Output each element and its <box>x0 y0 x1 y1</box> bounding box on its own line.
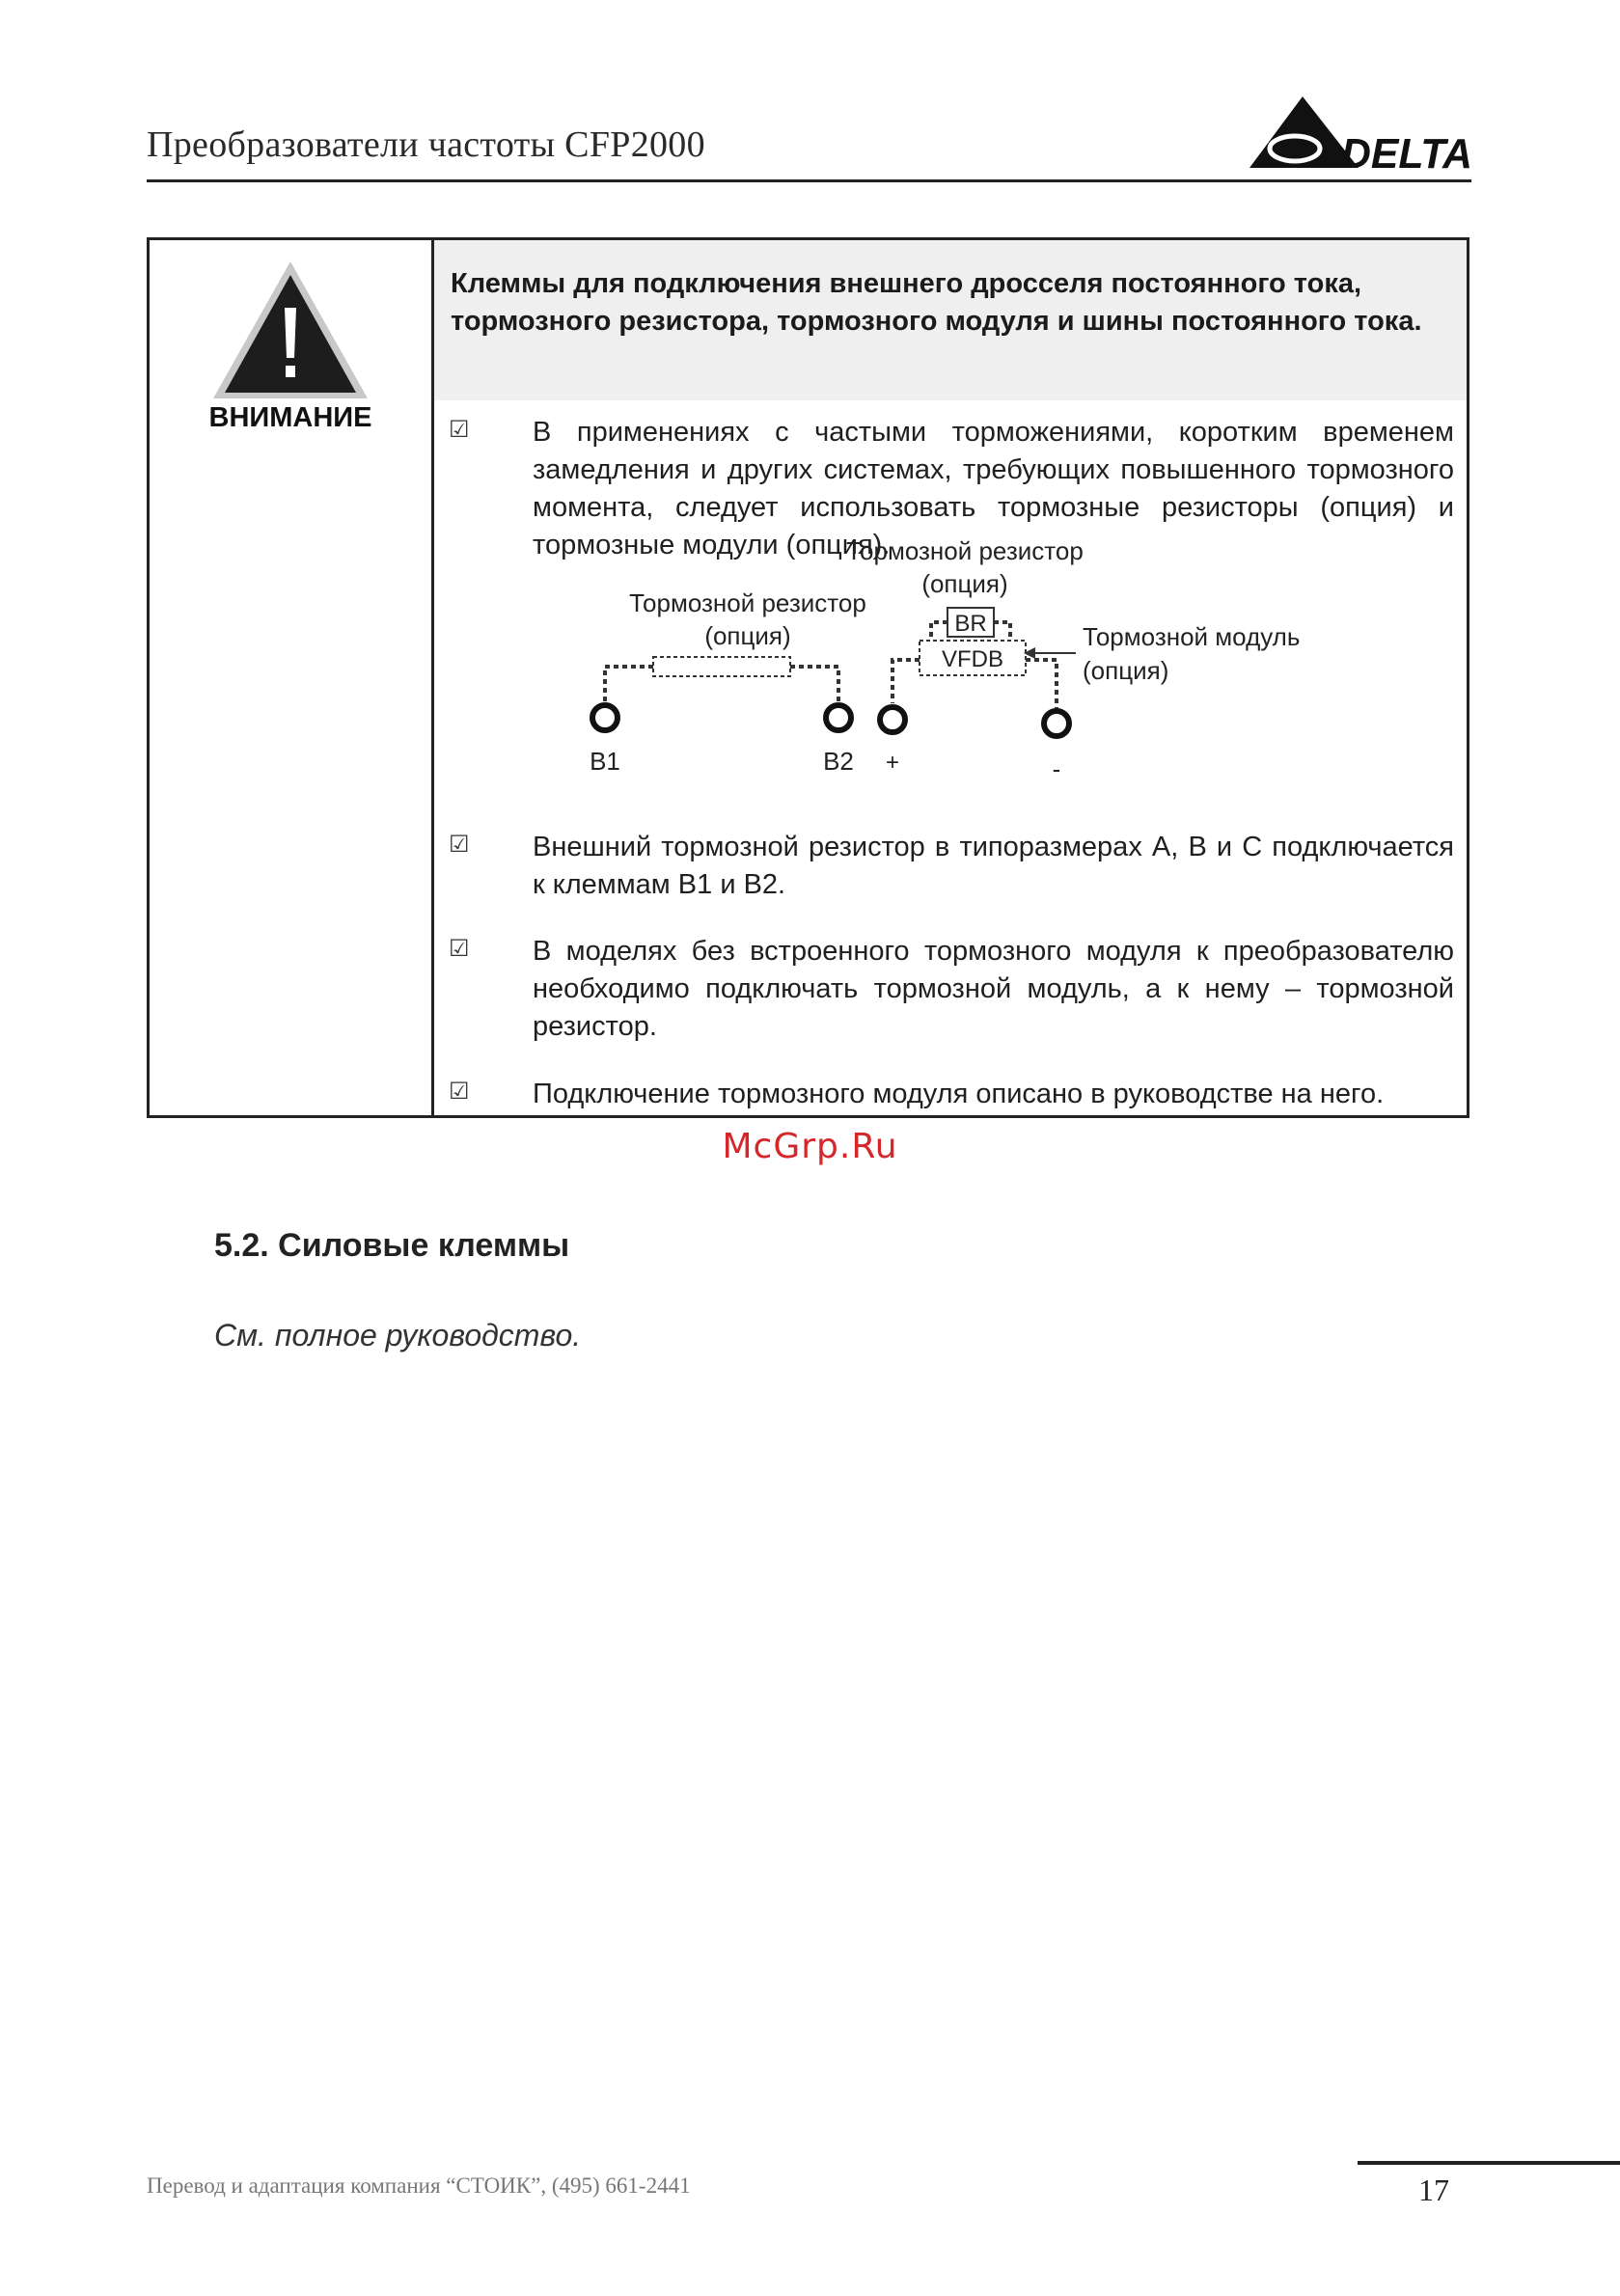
br-label: BR <box>954 611 987 637</box>
braking-wiring-diagram <box>574 536 1301 795</box>
document-title: Преобразователи частоты CFP2000 <box>147 124 705 165</box>
resistor-label-top: Тормозной резистор <box>846 536 1084 565</box>
warning-table <box>147 237 1469 1118</box>
terminal-b2-label: B2 <box>823 747 854 776</box>
terminal-plus-label: + <box>885 750 900 776</box>
terminal-b1 <box>592 705 618 730</box>
section-heading: 5.2. Силовые клеммы <box>214 1227 570 1264</box>
wire-br-right <box>994 622 1010 641</box>
wire-b1 <box>605 667 653 703</box>
terminal-plus <box>880 707 905 732</box>
footer-credit: Перевод и адаптация компания “СТОИК”, (495) 661-2441 <box>147 2173 691 2198</box>
resistor-label-left-option: (опция) <box>704 621 791 650</box>
warning-item-text: Внешний тормозной резистор в типоразмерах A, B и C подключается к клеммам B1 и B2. <box>533 832 1454 900</box>
checkbox-icon: ☑ <box>449 935 470 962</box>
footer-divider <box>1358 2161 1620 2165</box>
warning-heading: Клеммы для подключения внешнего дросселя постоянного тока, тормозного резистора, тормозного модуля и шины постоянного тока. <box>451 268 1422 337</box>
header-divider <box>147 179 1471 182</box>
section-body: См. полное руководство. <box>214 1318 582 1353</box>
terminal-b2 <box>826 705 851 730</box>
checkbox-icon: ☑ <box>449 1078 470 1105</box>
delta-logo-text: DELTA <box>1341 130 1472 178</box>
warning-triangle-icon <box>209 258 371 402</box>
module-label: Тормозной модуль <box>1083 622 1301 651</box>
warning-left-cell <box>150 240 434 1115</box>
wire-br-left <box>931 622 947 641</box>
warning-item-text: Подключение тормозного модуля описано в руководстве на него. <box>533 1079 1385 1109</box>
terminal-b1-label: B1 <box>590 747 620 776</box>
page-number: 17 <box>1418 2173 1449 2207</box>
resistor-b1-b2 <box>653 657 790 676</box>
warning-label: ВНИМАНИЕ <box>208 402 372 433</box>
checkbox-icon: ☑ <box>449 831 470 858</box>
wire-b2 <box>790 667 838 703</box>
warning-item-text: В применениях с частыми торможениями, коротким временем замедления и других системах, требующих повышенного тормозного момента, следует использовать тормозные резисторы (опция) и тормозные модули (опция). <box>533 417 1454 560</box>
wire-plus <box>892 660 920 703</box>
warning-item-text: В моделях без встроенного тормозного модуля к преобразователю необходимо подключать тормозной модуль, а к нему – тормозной резистор. <box>533 936 1454 1042</box>
delta-logo <box>1245 95 1474 178</box>
module-label-option: (опция) <box>1083 656 1169 685</box>
resistor-label-left: Тормозной резистор <box>629 588 866 617</box>
terminal-minus <box>1044 711 1069 736</box>
checkbox-icon: ☑ <box>449 416 470 443</box>
vfdb-label: VFDB <box>941 646 1004 672</box>
terminal-minus-label: - <box>1052 754 1061 783</box>
watermark: McGrp.Ru <box>722 1127 898 1166</box>
resistor-label-top-option: (опция) <box>921 569 1008 598</box>
wire-minus <box>1026 660 1057 708</box>
warning-heading-cell <box>434 240 1467 400</box>
